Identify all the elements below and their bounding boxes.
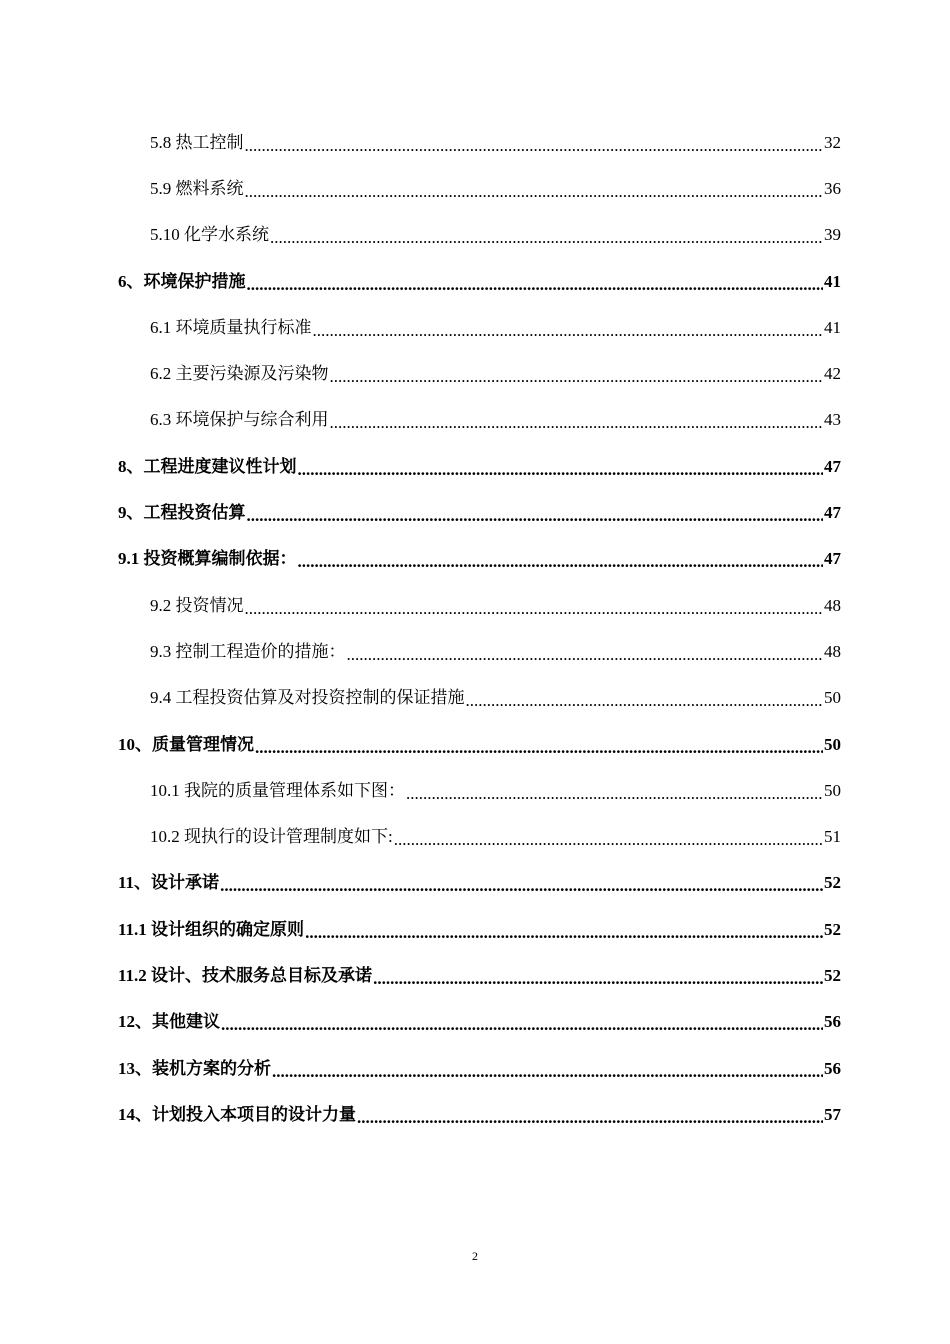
toc-dot-leader bbox=[373, 970, 823, 987]
toc-entry-page: 48 bbox=[824, 641, 841, 661]
toc-entry-page: 43 bbox=[824, 410, 841, 430]
toc-entry-title: 6.2 主要污染源及污染物 bbox=[150, 364, 329, 384]
toc-entry-title: 6、环境保护措施 bbox=[118, 271, 246, 291]
toc-entry-page: 51 bbox=[824, 827, 841, 847]
toc-entry-page: 52 bbox=[824, 873, 841, 893]
toc-entry-page: 41 bbox=[824, 317, 841, 337]
toc-dot-leader bbox=[330, 414, 824, 431]
toc-entry-title: 5.10 化学水系统 bbox=[150, 225, 269, 245]
toc-entry-title: 5.9 燃料系统 bbox=[150, 178, 244, 198]
toc-entry-title: 11.1 设计组织的确定原则 bbox=[118, 919, 305, 939]
toc-entry-page: 52 bbox=[824, 919, 841, 939]
toc-entry-title: 10.2 现执行的设计管理制度如下: bbox=[150, 827, 393, 847]
toc-entry-title: 13、装机方案的分析 bbox=[118, 1058, 271, 1078]
toc-entry-title: 9.4 工程投资估算及对投资控制的保证措施 bbox=[150, 688, 465, 708]
toc-dot-leader bbox=[272, 1063, 823, 1080]
toc-entry-page: 42 bbox=[824, 364, 841, 384]
toc-entry-page: 47 bbox=[824, 456, 841, 476]
toc-entry-13[interactable] bbox=[118, 1045, 841, 1091]
toc-dot-leader bbox=[330, 368, 824, 385]
toc-dot-leader bbox=[245, 137, 824, 154]
toc-dot-leader bbox=[245, 600, 824, 617]
toc-entry-title: 14、计划投入本项目的设计力量 bbox=[118, 1104, 356, 1124]
toc-entry-14[interactable] bbox=[118, 1091, 841, 1137]
toc-entry-title: 9.1 投资概算编制依据： bbox=[118, 549, 297, 569]
toc-dot-leader bbox=[313, 322, 824, 339]
toc-entry-11-2[interactable] bbox=[118, 952, 841, 998]
toc-entry-page: 56 bbox=[824, 1058, 841, 1078]
toc-entry-title: 9、工程投资估算 bbox=[118, 503, 246, 523]
toc-entry-9-4[interactable] bbox=[118, 675, 841, 721]
toc-dot-leader bbox=[247, 507, 824, 524]
toc-entry-5-9[interactable] bbox=[118, 165, 841, 211]
toc-entry-title: 8、工程进度建议性计划 bbox=[118, 456, 297, 476]
toc-entry-title: 9.3 控制工程造价的措施： bbox=[150, 641, 346, 661]
toc-entry-page: 52 bbox=[824, 965, 841, 985]
toc-entry-page: 32 bbox=[824, 132, 841, 152]
toc-dot-leader bbox=[220, 877, 823, 894]
toc-dot-leader bbox=[357, 1109, 823, 1126]
toc-entry-page: 36 bbox=[824, 178, 841, 198]
toc-entry-6-3[interactable] bbox=[118, 397, 841, 443]
toc-entry-9-3[interactable] bbox=[118, 628, 841, 674]
toc-entry-10-2[interactable] bbox=[118, 813, 841, 859]
toc-entry-page: 57 bbox=[824, 1104, 841, 1124]
table-of-contents bbox=[118, 119, 841, 1138]
toc-entry-5-10[interactable] bbox=[118, 212, 841, 258]
toc-entry-11[interactable] bbox=[118, 860, 841, 906]
toc-dot-leader bbox=[406, 785, 823, 802]
toc-entry-page: 47 bbox=[824, 549, 841, 569]
toc-entry-page: 39 bbox=[824, 225, 841, 245]
toc-entry-page: 50 bbox=[824, 688, 841, 708]
toc-dot-leader bbox=[347, 646, 824, 663]
toc-dot-leader bbox=[298, 461, 824, 478]
toc-entry-6[interactable] bbox=[118, 258, 841, 304]
toc-entry-9-2[interactable] bbox=[118, 582, 841, 628]
toc-entry-title: 5.8 热工控制 bbox=[150, 132, 244, 152]
toc-dot-leader bbox=[270, 229, 823, 246]
toc-entry-9[interactable] bbox=[118, 489, 841, 535]
toc-entry-8[interactable] bbox=[118, 443, 841, 489]
toc-entry-10[interactable] bbox=[118, 721, 841, 767]
toc-entry-title: 11.2 设计、技术服务总目标及承诺 bbox=[118, 965, 373, 985]
toc-entry-page: 50 bbox=[824, 780, 841, 800]
toc-entry-page: 56 bbox=[824, 1012, 841, 1032]
toc-entry-page: 47 bbox=[824, 503, 841, 523]
page-number: 2 bbox=[472, 1249, 478, 1263]
toc-entry-5-8[interactable] bbox=[118, 119, 841, 165]
toc-entry-page: 48 bbox=[824, 595, 841, 615]
toc-entry-title: 6.3 环境保护与综合利用 bbox=[150, 410, 329, 430]
toc-dot-leader bbox=[247, 276, 824, 293]
toc-entry-title: 10.1 我院的质量管理体系如下图： bbox=[150, 780, 405, 800]
toc-entry-title: 9.2 投资情况 bbox=[150, 595, 244, 615]
toc-dot-leader bbox=[298, 553, 824, 570]
toc-dot-leader bbox=[394, 831, 823, 848]
toc-entry-page: 41 bbox=[824, 271, 841, 291]
toc-entry-11-1[interactable] bbox=[118, 906, 841, 952]
toc-entry-title: 11、设计承诺 bbox=[118, 873, 220, 893]
toc-entry-9-1[interactable] bbox=[118, 536, 841, 582]
toc-entry-title: 10、质量管理情况 bbox=[118, 734, 254, 754]
toc-entry-12[interactable] bbox=[118, 999, 841, 1045]
toc-entry-title: 6.1 环境质量执行标准 bbox=[150, 317, 312, 337]
toc-entry-page: 50 bbox=[824, 734, 841, 754]
toc-entry-6-2[interactable] bbox=[118, 350, 841, 396]
toc-dot-leader bbox=[221, 1016, 823, 1033]
toc-entry-6-1[interactable] bbox=[118, 304, 841, 350]
toc-entry-title: 12、其他建议 bbox=[118, 1012, 220, 1032]
toc-dot-leader bbox=[305, 924, 823, 941]
toc-dot-leader bbox=[466, 692, 824, 709]
toc-entry-10-1[interactable] bbox=[118, 767, 841, 813]
toc-dot-leader bbox=[255, 739, 823, 756]
toc-dot-leader bbox=[245, 183, 824, 200]
